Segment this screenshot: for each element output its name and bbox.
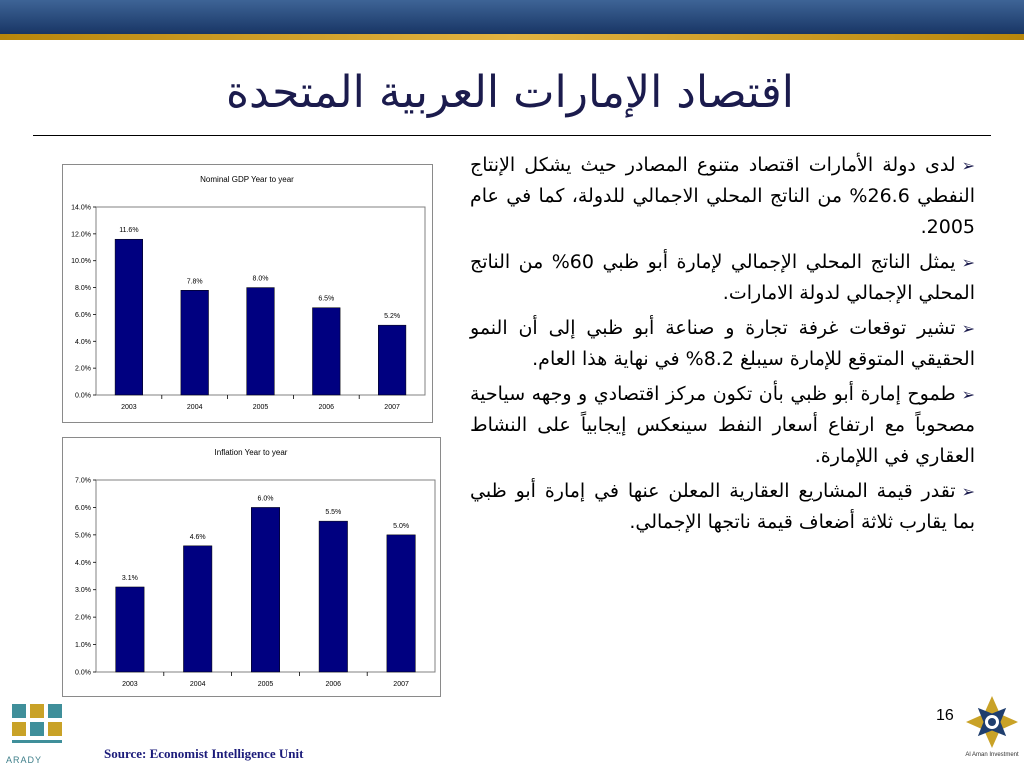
right-logo-caption: Al Aman Investment [965,752,1019,758]
data-label: 6.5% [318,295,335,303]
y-tick-label: 10.0% [71,258,91,266]
data-label: 11.6% [119,227,139,235]
y-tick-label: 0.0% [75,669,91,677]
gdp-chart [62,164,433,423]
inflation-chart [62,437,441,697]
bullet-item [470,150,975,243]
x-tick-label: 2006 [318,404,335,411]
data-label: 3.1% [121,574,138,582]
inflation-chart-svg [63,438,440,696]
y-tick-label: 5.0% [75,532,91,540]
bar-2003 [116,587,144,672]
chart-title: Nominal GDP Year to year [200,175,294,184]
y-tick-label: 12.0% [71,231,91,239]
bar-2007 [378,325,406,395]
bullet-list [470,150,975,542]
bar-2004 [183,546,211,672]
bullet-item [470,247,975,309]
x-tick-label: 2004 [186,404,203,411]
bullet-arrow-icon: ➢ [961,253,975,272]
x-tick-label: 2005 [252,404,269,411]
bar-2006 [312,308,340,395]
y-tick-label: 4.0% [75,559,91,567]
x-tick-label: 2006 [325,681,342,688]
y-tick-label: 2.0% [75,614,91,622]
bullet-text: تقدر قيمة المشاريع العقارية المعلن عنها في إمارة أبو ظبي بما يقارب ثلاثة أضعاف قيمة ناتجها الإجمالي. [470,480,975,533]
data-label: 8.0% [252,275,269,283]
bullet-text: تشير توقعات غرفة تجارة و صناعة أبو ظبي إلى أن النمو الحقيقي المتوقع للإمارة سيبلغ 8.2% في نهاية هذا العام. [470,317,975,370]
y-tick-label: 14.0% [71,204,91,212]
y-tick-label: 1.0% [75,642,91,650]
data-label: 7.8% [186,278,203,286]
source-note: Source: Economist Intelligence Unit [104,746,304,761]
x-tick-label: 2003 [122,681,138,688]
bullet-text: يمثل الناتج المحلي الإجمالي لإمارة أبو ظبي 60% من الناتج المحلي الإجمالي لدولة الامارات. [470,251,975,304]
y-tick-label: 0.0% [75,392,91,400]
y-tick-label: 6.0% [75,504,91,512]
y-tick-label: 8.0% [75,285,91,293]
y-tick-label: 6.0% [75,311,91,319]
slide-title: اقتصاد الإمارات العربية المتحدة [226,67,794,118]
y-tick-label: 2.0% [75,365,91,373]
bullet-arrow-icon: ➢ [961,156,975,175]
bullet-item [470,476,975,538]
y-tick-label: 7.0% [75,477,91,485]
bullet-item [470,379,975,472]
bullet-arrow-icon: ➢ [961,319,975,338]
bar-2003 [115,239,143,395]
bar-2004 [181,290,209,395]
left-logo-text: ARADY [6,755,43,765]
bullet-item [470,313,975,375]
chart-title: Inflation Year to year [214,448,288,457]
x-tick-label: 2007 [393,681,409,688]
data-label: 4.6% [189,533,206,541]
gdp-chart-svg [63,165,432,422]
header-gold-stripe [0,34,1024,40]
y-tick-label: 3.0% [75,587,91,595]
bullet-arrow-icon: ➢ [961,482,975,501]
data-label: 6.0% [257,495,274,503]
data-label: 5.2% [384,313,401,321]
x-tick-label: 2005 [257,681,274,688]
x-tick-label: 2004 [189,681,206,688]
bar-2006 [319,521,347,672]
title-divider [33,135,991,136]
x-tick-label: 2007 [384,404,400,411]
bullet-arrow-icon: ➢ [961,385,975,404]
y-tick-label: 4.0% [75,338,91,346]
page-number: 16 [936,707,954,724]
bullet-text: طموح إمارة أبو ظبي بأن تكون مركز اقتصادي و وجهه سياحية مصحوباً مع ارتفاع أسعار النفط سينعكس إيجابياً على النشاط العقاري في اللإمارة. [470,383,975,467]
bar-2005 [251,507,279,672]
data-label: 5.0% [393,522,410,530]
x-tick-label: 2003 [121,404,137,411]
data-label: 5.5% [325,509,342,517]
bar-2007 [387,535,415,672]
bullet-text: لدى دولة الأمارات اقتصاد متنوع المصادر حيث يشكل الإنتاج النفطي 26.6% من الناتج المحلي الاجمالي للدولة، كما في عام 2005. [470,154,976,238]
bar-2005 [247,288,275,395]
